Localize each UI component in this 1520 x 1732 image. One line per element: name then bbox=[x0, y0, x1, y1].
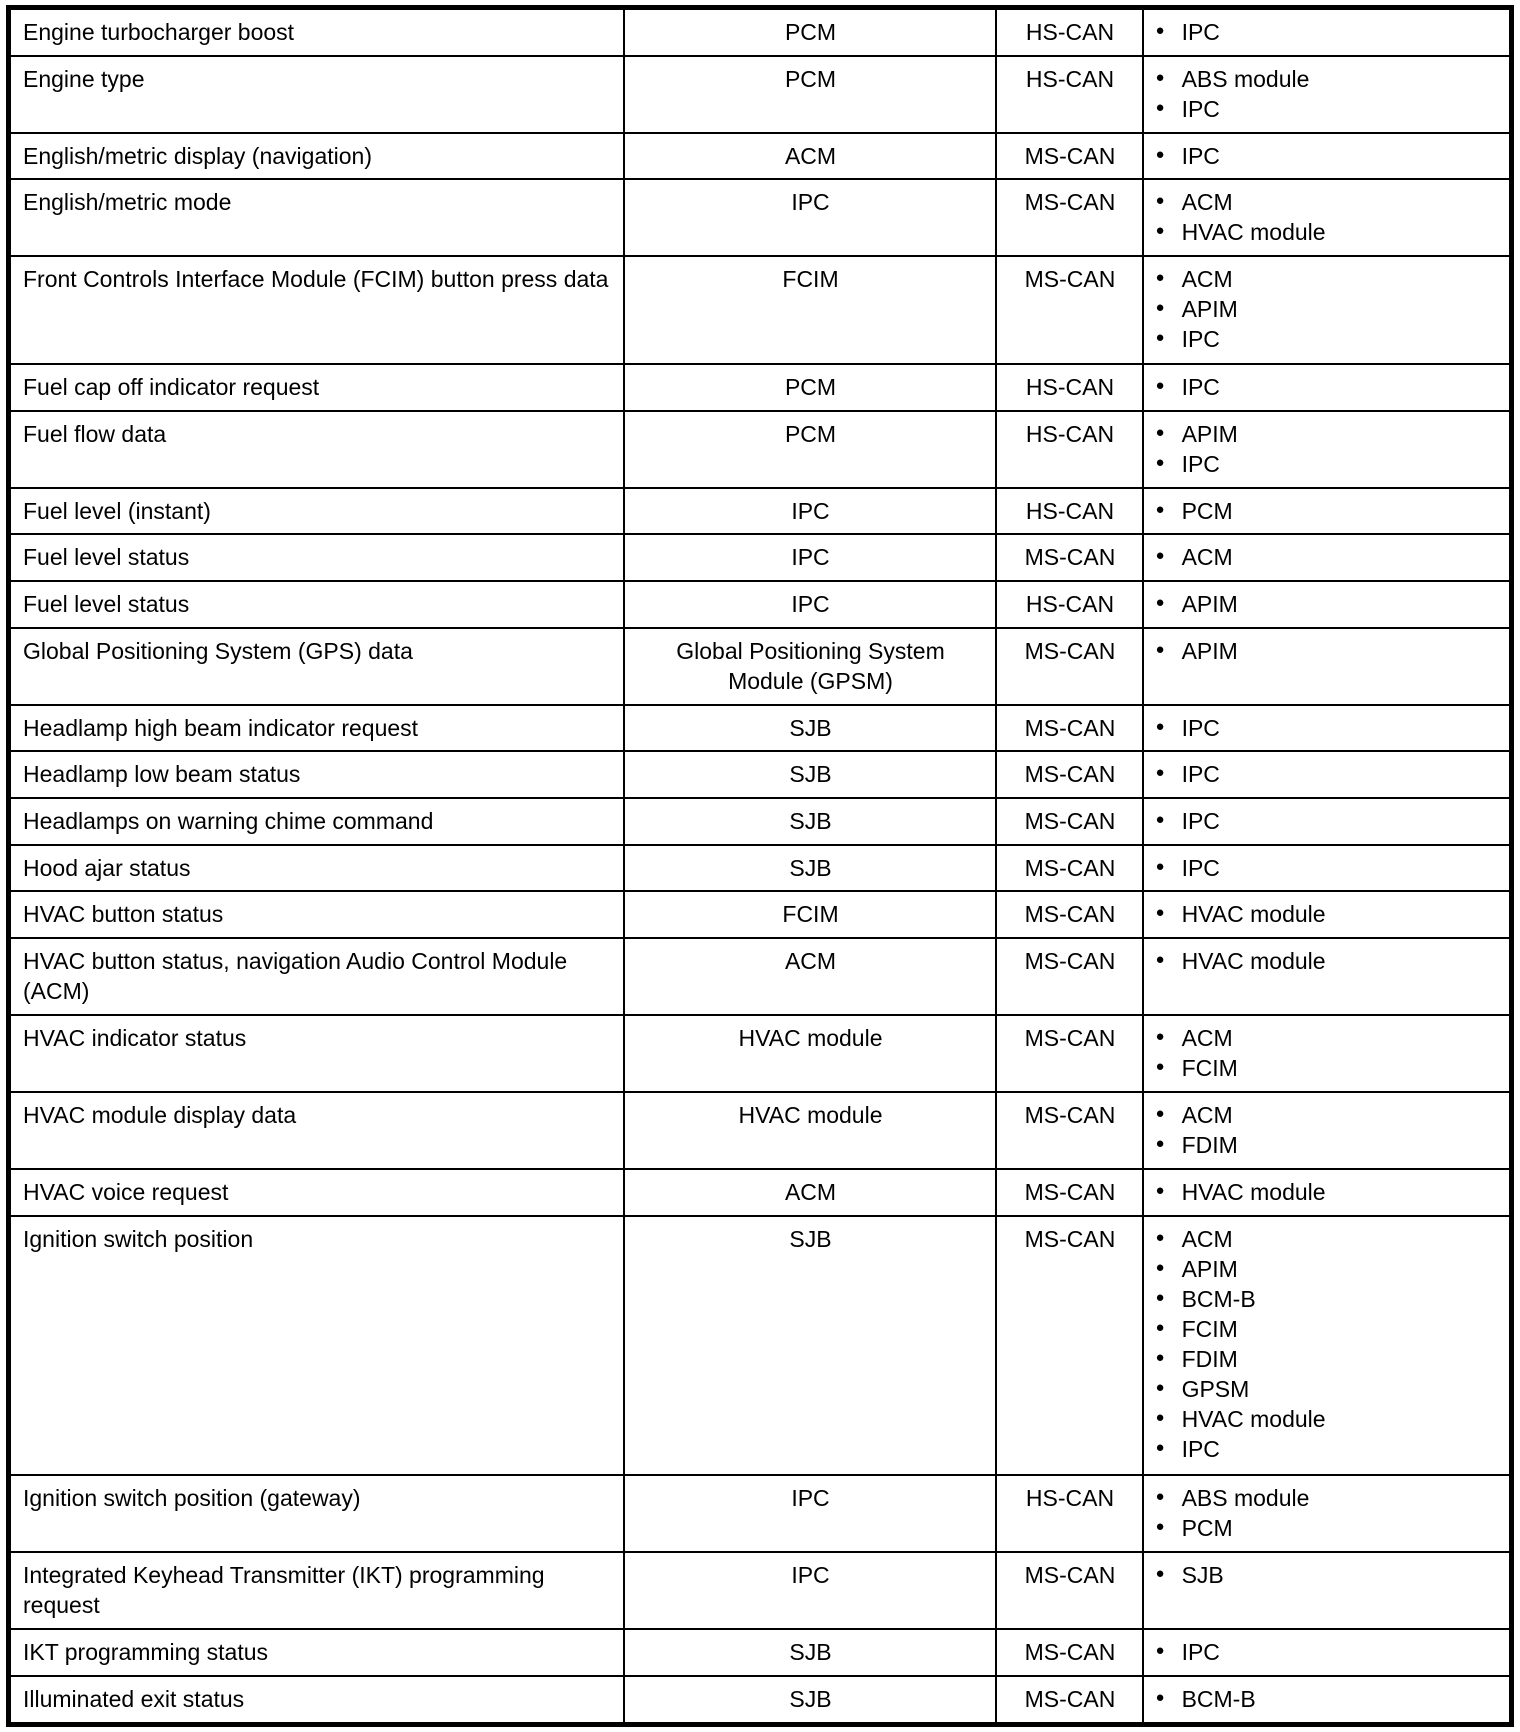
table-row bbox=[9, 8, 1512, 56]
network-cell: MS-CAN bbox=[996, 1629, 1143, 1676]
can-message-table bbox=[6, 5, 1514, 1727]
table-row bbox=[9, 845, 1512, 892]
receiver-item bbox=[1156, 759, 1500, 789]
receiver-label: ACM bbox=[1181, 1101, 1233, 1128]
receiver-item bbox=[1156, 636, 1500, 666]
receiver-item bbox=[1156, 1100, 1500, 1130]
receiver-label: HVAC module bbox=[1181, 1179, 1326, 1206]
bullet-icon: ● bbox=[1155, 950, 1165, 968]
receiver-item bbox=[1156, 853, 1500, 883]
message-cell: Engine type bbox=[9, 56, 624, 133]
receivers-cell bbox=[1143, 1216, 1512, 1476]
message-cell: HVAC button status, navigation Audio Control Module (ACM) bbox=[9, 938, 624, 1015]
network-cell: MS-CAN bbox=[996, 751, 1143, 798]
message-cell: Fuel flow data bbox=[9, 411, 624, 488]
table-row bbox=[9, 534, 1512, 581]
bullet-icon: ● bbox=[1155, 1258, 1165, 1276]
bullet-icon: ● bbox=[1155, 810, 1165, 828]
bullet-icon: ● bbox=[1155, 269, 1165, 287]
originator-cell: SJB bbox=[624, 751, 996, 798]
receiver-label: ACM bbox=[1181, 544, 1233, 571]
table-row bbox=[9, 1015, 1512, 1092]
receiver-label: IPC bbox=[1181, 19, 1220, 45]
receiver-label: APIM bbox=[1181, 296, 1238, 323]
network-cell: MS-CAN bbox=[996, 798, 1143, 845]
receiver-item bbox=[1156, 1513, 1500, 1543]
network-cell: MS-CAN bbox=[996, 705, 1143, 752]
originator-cell: ACM bbox=[624, 133, 996, 180]
receiver-label: APIM bbox=[1181, 590, 1238, 617]
receivers-cell bbox=[1143, 705, 1512, 752]
originator-cell: PCM bbox=[624, 8, 996, 56]
originator-cell: IPC bbox=[624, 1552, 996, 1629]
message-cell: Ignition switch position bbox=[9, 1216, 624, 1476]
message-cell: English/metric display (navigation) bbox=[9, 133, 624, 180]
network-cell: MS-CAN bbox=[996, 534, 1143, 581]
table-row bbox=[9, 751, 1512, 798]
bullet-icon: ● bbox=[1155, 1689, 1165, 1707]
receiver-item bbox=[1156, 589, 1500, 619]
receiver-label: IPC bbox=[1181, 761, 1220, 788]
network-cell: MS-CAN bbox=[996, 133, 1143, 180]
table-row bbox=[9, 179, 1512, 256]
receiver-label: IPC bbox=[1181, 714, 1220, 741]
bullet-icon: ● bbox=[1155, 857, 1165, 875]
receiver-item bbox=[1156, 1374, 1500, 1404]
table-row bbox=[9, 1169, 1512, 1216]
receiver-label: IPC bbox=[1181, 807, 1220, 834]
table-row bbox=[9, 1552, 1512, 1629]
receivers-cell bbox=[1143, 1552, 1512, 1629]
receiver-item bbox=[1156, 372, 1500, 402]
receiver-label: PCM bbox=[1181, 1515, 1233, 1542]
originator-cell: PCM bbox=[624, 56, 996, 133]
table-row bbox=[9, 56, 1512, 133]
bullet-icon: ● bbox=[1155, 764, 1165, 782]
message-cell: Headlamp low beam status bbox=[9, 751, 624, 798]
receiver-item bbox=[1156, 1284, 1500, 1314]
network-cell: MS-CAN bbox=[996, 179, 1143, 256]
network-cell: MS-CAN bbox=[996, 1216, 1143, 1476]
bullet-icon: ● bbox=[1155, 1642, 1165, 1660]
receiver-label: IPC bbox=[1181, 854, 1220, 881]
receiver-label: BCM-B bbox=[1181, 1285, 1256, 1312]
bullet-icon: ● bbox=[1155, 222, 1165, 240]
bullet-icon: ● bbox=[1155, 145, 1165, 163]
receivers-cell bbox=[1143, 1629, 1512, 1676]
bullet-icon: ● bbox=[1155, 453, 1165, 471]
receiver-label: FDIM bbox=[1181, 1345, 1238, 1372]
originator-cell: IPC bbox=[624, 581, 996, 628]
receivers-cell bbox=[1143, 534, 1512, 581]
message-cell: HVAC voice request bbox=[9, 1169, 624, 1216]
bullet-icon: ● bbox=[1155, 1348, 1165, 1366]
table-row bbox=[9, 364, 1512, 411]
receiver-label: HVAC module bbox=[1181, 947, 1326, 974]
originator-cell: FCIM bbox=[624, 256, 996, 364]
receiver-item bbox=[1156, 1560, 1500, 1590]
receiver-item bbox=[1156, 899, 1500, 929]
bullet-icon: ● bbox=[1155, 192, 1165, 210]
receiver-item bbox=[1156, 324, 1500, 354]
table-row bbox=[9, 488, 1512, 535]
receiver-label: ABS module bbox=[1181, 1485, 1310, 1512]
originator-cell: SJB bbox=[624, 1629, 996, 1676]
bullet-icon: ● bbox=[1155, 1182, 1165, 1200]
receiver-label: SJB bbox=[1181, 1562, 1224, 1589]
message-cell: Hood ajar status bbox=[9, 845, 624, 892]
table-row bbox=[9, 133, 1512, 180]
message-cell: Headlamps on warning chime command bbox=[9, 798, 624, 845]
receivers-cell bbox=[1143, 1169, 1512, 1216]
receiver-label: IPC bbox=[1181, 450, 1220, 477]
receivers-cell bbox=[1143, 751, 1512, 798]
message-cell: Fuel cap off indicator request bbox=[9, 364, 624, 411]
bullet-icon: ● bbox=[1155, 1134, 1165, 1152]
originator-cell: Global Positioning System Module (GPSM) bbox=[624, 628, 996, 705]
receiver-item bbox=[1156, 1483, 1500, 1513]
receiver-label: FDIM bbox=[1181, 1131, 1238, 1158]
receivers-cell bbox=[1143, 581, 1512, 628]
network-cell: MS-CAN bbox=[996, 256, 1143, 364]
receiver-label: BCM-B bbox=[1181, 1686, 1256, 1713]
receiver-item bbox=[1156, 806, 1500, 836]
receiver-label: ACM bbox=[1181, 1024, 1233, 1051]
table-row bbox=[9, 1629, 1512, 1676]
receivers-cell bbox=[1143, 488, 1512, 535]
receiver-item bbox=[1156, 542, 1500, 572]
message-cell: Global Positioning System (GPS) data bbox=[9, 628, 624, 705]
receiver-item bbox=[1156, 141, 1500, 171]
bullet-icon: ● bbox=[1155, 1027, 1165, 1045]
table-row bbox=[9, 628, 1512, 705]
bullet-icon: ● bbox=[1155, 98, 1165, 116]
bullet-icon: ● bbox=[1155, 1518, 1165, 1536]
originator-cell: HVAC module bbox=[624, 1092, 996, 1169]
bullet-icon: ● bbox=[1155, 904, 1165, 922]
originator-cell: SJB bbox=[624, 845, 996, 892]
message-cell: IKT programming status bbox=[9, 1629, 624, 1676]
receiver-label: GPSM bbox=[1181, 1375, 1250, 1402]
originator-cell: IPC bbox=[624, 179, 996, 256]
network-cell: HS-CAN bbox=[996, 411, 1143, 488]
receiver-item bbox=[1156, 1637, 1500, 1667]
receiver-item bbox=[1156, 1053, 1500, 1083]
message-cell: Illuminated exit status bbox=[9, 1676, 624, 1724]
table-row bbox=[9, 1092, 1512, 1169]
table-row bbox=[9, 581, 1512, 628]
bullet-icon: ● bbox=[1155, 1408, 1165, 1426]
table-row bbox=[9, 798, 1512, 845]
network-cell: MS-CAN bbox=[996, 1552, 1143, 1629]
table-row bbox=[9, 411, 1512, 488]
receiver-item bbox=[1156, 449, 1500, 479]
originator-cell: IPC bbox=[624, 1475, 996, 1552]
bullet-icon: ● bbox=[1155, 329, 1165, 347]
receiver-label: PCM bbox=[1181, 497, 1233, 524]
receiver-item bbox=[1156, 17, 1500, 47]
originator-cell: IPC bbox=[624, 488, 996, 535]
message-cell: Headlamp high beam indicator request bbox=[9, 705, 624, 752]
receivers-cell bbox=[1143, 1015, 1512, 1092]
receivers-cell bbox=[1143, 8, 1512, 56]
message-cell: English/metric mode bbox=[9, 179, 624, 256]
receiver-label: FCIM bbox=[1181, 1054, 1238, 1081]
receiver-label: ABS module bbox=[1181, 65, 1310, 92]
originator-cell: SJB bbox=[624, 705, 996, 752]
bullet-icon: ● bbox=[1155, 1565, 1165, 1583]
bullet-icon: ● bbox=[1155, 1318, 1165, 1336]
receivers-cell bbox=[1143, 179, 1512, 256]
receivers-cell bbox=[1143, 798, 1512, 845]
receiver-item bbox=[1156, 496, 1500, 526]
originator-cell: SJB bbox=[624, 798, 996, 845]
receiver-item bbox=[1156, 1404, 1500, 1434]
receiver-label: HVAC module bbox=[1181, 219, 1326, 246]
bullet-icon: ● bbox=[1155, 1228, 1165, 1246]
receivers-cell bbox=[1143, 133, 1512, 180]
network-cell: HS-CAN bbox=[996, 364, 1143, 411]
receiver-item bbox=[1156, 187, 1500, 217]
network-cell: MS-CAN bbox=[996, 1015, 1143, 1092]
originator-cell: IPC bbox=[624, 534, 996, 581]
network-cell: MS-CAN bbox=[996, 1169, 1143, 1216]
receiver-item bbox=[1156, 1684, 1500, 1714]
bullet-icon: ● bbox=[1155, 717, 1165, 735]
receiver-item bbox=[1156, 264, 1500, 294]
network-cell: HS-CAN bbox=[996, 8, 1143, 56]
receivers-cell bbox=[1143, 256, 1512, 364]
receiver-label: ACM bbox=[1181, 1225, 1233, 1252]
originator-cell: ACM bbox=[624, 1169, 996, 1216]
bullet-icon: ● bbox=[1155, 1104, 1165, 1122]
receiver-item bbox=[1156, 1023, 1500, 1053]
message-cell: Fuel level status bbox=[9, 534, 624, 581]
receiver-label: IPC bbox=[1181, 326, 1220, 353]
receiver-label: APIM bbox=[1181, 637, 1238, 664]
receiver-item bbox=[1156, 946, 1500, 976]
network-cell: HS-CAN bbox=[996, 1475, 1143, 1552]
receiver-label: APIM bbox=[1181, 420, 1238, 447]
receiver-item bbox=[1156, 1344, 1500, 1374]
receiver-item bbox=[1156, 1177, 1500, 1207]
receivers-cell bbox=[1143, 411, 1512, 488]
receivers-cell bbox=[1143, 891, 1512, 938]
receivers-cell bbox=[1143, 845, 1512, 892]
message-cell: Ignition switch position (gateway) bbox=[9, 1475, 624, 1552]
network-cell: MS-CAN bbox=[996, 845, 1143, 892]
receivers-cell bbox=[1143, 938, 1512, 1015]
network-cell: MS-CAN bbox=[996, 891, 1143, 938]
originator-cell: PCM bbox=[624, 411, 996, 488]
bullet-icon: ● bbox=[1155, 1057, 1165, 1075]
receivers-cell bbox=[1143, 628, 1512, 705]
bullet-icon: ● bbox=[1155, 640, 1165, 658]
table-row bbox=[9, 1216, 1512, 1476]
table-row bbox=[9, 1475, 1512, 1552]
network-cell: MS-CAN bbox=[996, 938, 1143, 1015]
receiver-item bbox=[1156, 94, 1500, 124]
bullet-icon: ● bbox=[1155, 68, 1165, 86]
table-row bbox=[9, 256, 1512, 364]
receiver-item bbox=[1156, 419, 1500, 449]
receivers-cell bbox=[1143, 364, 1512, 411]
network-cell: HS-CAN bbox=[996, 488, 1143, 535]
table-body bbox=[9, 8, 1512, 1725]
receivers-cell bbox=[1143, 1475, 1512, 1552]
originator-cell: ACM bbox=[624, 938, 996, 1015]
message-cell: HVAC button status bbox=[9, 891, 624, 938]
receiver-item bbox=[1156, 1314, 1500, 1344]
message-cell: HVAC module display data bbox=[9, 1092, 624, 1169]
receiver-label: IPC bbox=[1181, 1639, 1220, 1666]
receiver-label: IPC bbox=[1181, 142, 1220, 169]
bullet-icon: ● bbox=[1155, 593, 1165, 611]
bullet-icon: ● bbox=[1155, 22, 1165, 39]
bullet-icon: ● bbox=[1155, 500, 1165, 518]
receiver-item bbox=[1156, 64, 1500, 94]
receiver-label: IPC bbox=[1181, 373, 1220, 400]
receivers-cell bbox=[1143, 1676, 1512, 1724]
bullet-icon: ● bbox=[1155, 1288, 1165, 1306]
receiver-label: HVAC module bbox=[1181, 1405, 1326, 1432]
table-row bbox=[9, 938, 1512, 1015]
receivers-cell bbox=[1143, 56, 1512, 133]
receiver-item bbox=[1156, 294, 1500, 324]
bullet-icon: ● bbox=[1155, 1378, 1165, 1396]
bullet-icon: ● bbox=[1155, 299, 1165, 317]
message-cell: Fuel level (instant) bbox=[9, 488, 624, 535]
receiver-item bbox=[1156, 217, 1500, 247]
network-cell: MS-CAN bbox=[996, 628, 1143, 705]
network-cell: HS-CAN bbox=[996, 56, 1143, 133]
receiver-item bbox=[1156, 713, 1500, 743]
receiver-label: ACM bbox=[1181, 189, 1233, 216]
receiver-label: HVAC module bbox=[1181, 901, 1326, 928]
network-cell: MS-CAN bbox=[996, 1092, 1143, 1169]
bullet-icon: ● bbox=[1155, 376, 1165, 394]
table-row bbox=[9, 891, 1512, 938]
receiver-item bbox=[1156, 1254, 1500, 1284]
originator-cell: SJB bbox=[624, 1676, 996, 1724]
receiver-label: FCIM bbox=[1181, 1315, 1238, 1342]
network-cell: HS-CAN bbox=[996, 581, 1143, 628]
network-cell: MS-CAN bbox=[996, 1676, 1143, 1724]
originator-cell: PCM bbox=[624, 364, 996, 411]
bullet-icon: ● bbox=[1155, 547, 1165, 565]
originator-cell: HVAC module bbox=[624, 1015, 996, 1092]
receiver-item bbox=[1156, 1224, 1500, 1254]
receiver-label: IPC bbox=[1181, 1435, 1220, 1462]
table-row bbox=[9, 705, 1512, 752]
receiver-label: APIM bbox=[1181, 1255, 1238, 1282]
message-cell: Fuel level status bbox=[9, 581, 624, 628]
originator-cell: SJB bbox=[624, 1216, 996, 1476]
receiver-label: ACM bbox=[1181, 266, 1233, 293]
receivers-cell bbox=[1143, 1092, 1512, 1169]
bullet-icon: ● bbox=[1155, 1488, 1165, 1506]
message-cell: Engine turbocharger boost bbox=[9, 8, 624, 56]
receiver-item bbox=[1156, 1130, 1500, 1160]
originator-cell: FCIM bbox=[624, 891, 996, 938]
bullet-icon: ● bbox=[1155, 423, 1165, 441]
bullet-icon: ● bbox=[1155, 1438, 1165, 1456]
message-cell: HVAC indicator status bbox=[9, 1015, 624, 1092]
receiver-item bbox=[1156, 1434, 1500, 1464]
message-cell: Front Controls Interface Module (FCIM) button press data bbox=[9, 256, 624, 364]
receiver-label: IPC bbox=[1181, 95, 1220, 122]
table-row bbox=[9, 1676, 1512, 1724]
message-cell: Integrated Keyhead Transmitter (IKT) programming request bbox=[9, 1552, 624, 1629]
